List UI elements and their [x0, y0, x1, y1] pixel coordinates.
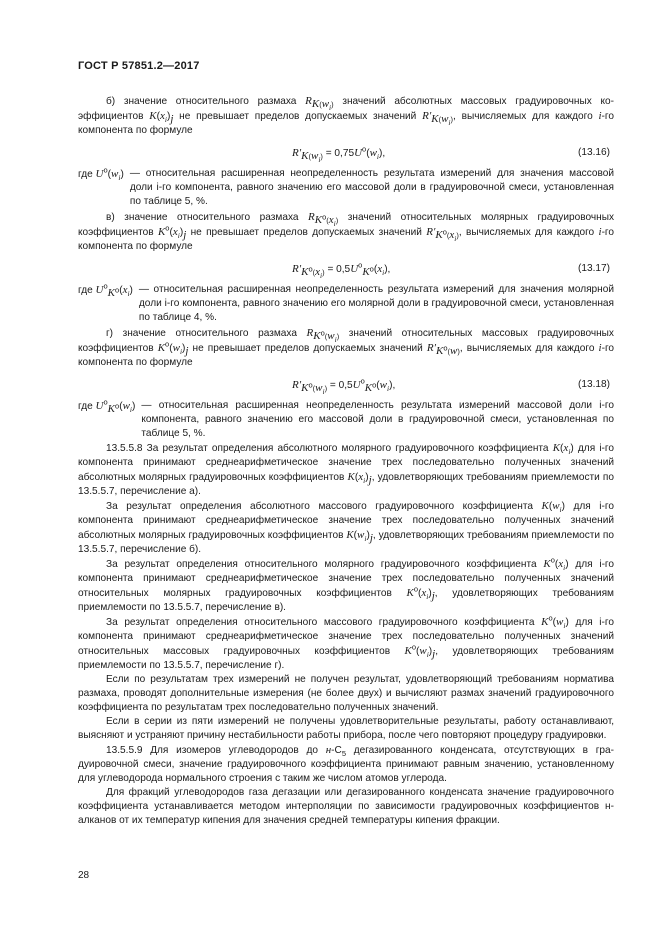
- where-clause-17: где $U^o_{K^o}(x_i)$ — относительная расширенная неопределенность результата измерений для значения молярной доли i-го компонента, равного значению его молярной доли в градуировочной смеси, установленная по таблице 4, %.: [78, 281, 614, 323]
- paragraph-abs-mass: За результат определения абсолютного массового градуировочного коэффициента $K(w_i)$ для i-го компонента принимают среднеарифметическое значение трех последовательно полученных значений абсолютных молярных градуировочных коэффициентов $K(w_i)_j$, удовлетворяющих требованиям приемлемости по 13.5.5.7, перечисление б).: [78, 500, 614, 555]
- equation-13-18: $R'_{K^o(w_i)} = 0,5U^o_{K^o}(w_i)$, (13.18): [292, 376, 610, 397]
- paragraph-extra-measurements: Если по результатам трех измерений не получен результат, удовлетворяющий требованиям норматива размаха, проводят дополнительные измерения (не более двух) и вычисляют размах значений градуировочного коэффициента по результатам трех последовательно полученных значений.: [78, 674, 614, 713]
- document-header: ГОСТ Р 57851.2—2017: [78, 60, 200, 72]
- paragraph-rel-molar: За результат определения относительного молярного градуировочного коэффициента $K^o(x_i)$ для i-го компонента принимают среднеарифметическое значение трех последовательно полученных значений относительных молярных градуировочных коэффициентов $K^o(x_i)_j$, удовлетворяющих требованиям приемлемости по 13.5.5.7, перечисление в).: [78, 555, 615, 613]
- equation-13-16: $R'_{K(w_i)} = 0,75U^o(w_i)$, (13.16): [292, 144, 610, 165]
- paragraph-13-5-5-8: 13.5.5.8 За результат определения абсолютного молярного градуировочного коэффициента $K(x_i)$ для i-го компонента принимают среднеарифметическое значение трех последовательно полученных значений абсолютных молярных градуировочных коэффициентов $K(x_i)_j$, удовлетворяющих требованиям приемлемости по 13.5.5.7, перечисление а).: [78, 442, 615, 497]
- equation-number: (13.17): [578, 263, 610, 274]
- paragraph-stop-work: Если в серии из пяти измерений не получены удовлетворительные результаты, работу останавливают, выясняют и устраняют причину нестабильности работы прибора, после чего повторяют процедуру градуировки.: [78, 716, 614, 741]
- where-clause-16: где $U^o(w_i)$ — относительная расширенная неопределенность результата измерений для значения массовой доли i-го компонента, равного значению его массовой доли в градуировочной смеси, установленная по таблице 5, %.: [78, 165, 614, 207]
- equation-13-17: $R'_{K^o(x_i)} = 0,5U^o_{K^o}(x_i)$, (13.17): [292, 260, 610, 281]
- document-body: [78, 94, 614, 828]
- equation-number: (13.16): [578, 147, 610, 158]
- item-v: в) значение относительного размаха $R_{K^o(x_i)}$ значений относительных молярных градуировочных коэффициентов $K^o(x_i)_j$ не превышает пределов допускаемых значений $R'_{K^o(x_i)}$, вычисляемых для каждого i-го компонента по формуле: [78, 211, 614, 252]
- where-clause-18: где $U^o_{K^o}(w_i)$ — относительная расширенная неопределенность результата измерений массовой доли i-го компонента, равного значению его массовой доли в градуировочной смеси, установленная по таблице 5, %.: [78, 397, 614, 439]
- paragraph-13-5-5-9: 13.5.5.9 Для изомеров углеводородов до $н-C_5$ дегазированного конденсата, отсутствующих в градуировочной смеси, значение градуировочного коэффициента принимают равным значению, установленному для углеводорода нормального строения с таким же числом атомов углерода.: [78, 744, 614, 784]
- paragraph-rel-mass: За результат определения относительного массового градуировочного коэффициента $K^o(w_i)$ для i-го компонента принимают среднеарифметическое значение трех последовательно полученных значений относительных массовых градуировочных коэффициентов $K^o(w_i)_j$, удовлетворяющих требованиям приемлемости по 13.5.5.7, перечисление г).: [78, 613, 614, 671]
- item-b: б) значение относительного размаха $R_{K(w_i)}$ значений абсолютных массовых градуировочных коэффициентов $K(x_i)_j$ не превышает пределов допускаемых значений $R'_{K(w_i)}$, вычисляемых для каждого i-го компонента по формуле: [78, 95, 614, 136]
- paragraph-fractions: Для фракций углеводородов газа дегазации или дегазированного конденсата значение градуировочного коэффициента устанавливается методом интерполяции по зависимости градуировочных коэффициентов н-алканов от их температур кипения для значения средней температуры кипения фракции.: [78, 787, 614, 826]
- item-g: г) значение относительного размаха $R_{K^o(w_i)}$ значений относительных массовых градуировочных коэффициентов $K^o(w_i)_j$ не превышает пределов допускаемых значений $R'_{K^o(w)}$, вычисляемых для каждого i-го компонента по формуле: [78, 327, 615, 368]
- equation-number: (13.18): [578, 379, 610, 390]
- page-number: 28: [78, 870, 90, 881]
